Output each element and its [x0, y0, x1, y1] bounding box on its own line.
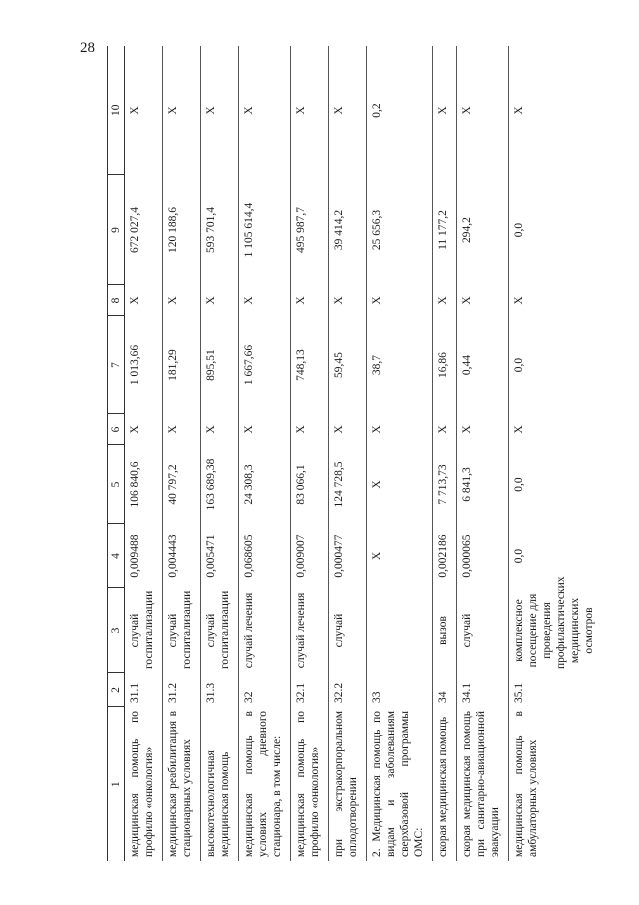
table-cell-c8: X	[433, 285, 457, 316]
table-cell-unit	[367, 588, 433, 673]
table-cell-c10: X	[433, 46, 457, 175]
table-cell-c6: X	[201, 414, 239, 445]
table-cell-c8: X	[201, 285, 239, 316]
table-cell-c6: X	[163, 414, 201, 445]
table-row	[433, 46, 457, 861]
table-cell-c8: X	[163, 285, 201, 316]
table-cell-unit: случай госпитализации	[201, 588, 239, 673]
table-cell-c6: X	[291, 414, 329, 445]
column-header: 7	[108, 316, 125, 414]
table-cell-unit: случай госпитализации	[125, 588, 163, 673]
table-cell-c7: 748,13	[291, 316, 329, 414]
table-cell-code: 33	[367, 673, 433, 707]
table-cell-c6: X	[239, 414, 291, 445]
table-cell-c4: 0,000477	[329, 524, 367, 588]
column-header: 6	[108, 414, 125, 445]
table-cell-code: 32	[239, 673, 291, 707]
table-cell-c4: 0,009007	[291, 524, 329, 588]
table-cell-c5: 124 728,5	[329, 445, 367, 524]
table-cell-c5: 7 713,73	[433, 445, 457, 524]
table-cell-name: медицинская помощь по профилю «онкология»	[291, 707, 329, 861]
table-cell-c5: 6 841,3	[457, 445, 509, 524]
column-header: 8	[108, 285, 125, 316]
table-cell-c7: 895,51	[201, 316, 239, 414]
table-cell-c4: 0,002186	[433, 524, 457, 588]
table-cell-c7: 181,29	[163, 316, 201, 414]
table-cell-c4: 0,000065	[457, 524, 509, 588]
table-cell-unit: случай	[329, 588, 367, 673]
table-cell-name: медицинская помощь в амбулаторных условиях	[513, 711, 540, 857]
table-row	[291, 46, 329, 861]
column-header: 1	[108, 707, 125, 861]
table-cell-c9: 25 656,3	[367, 175, 433, 285]
rotated-table-container	[107, 46, 596, 861]
table-cell-unit: случай лечения	[291, 588, 329, 673]
table-cell-c5: 24 308,3	[239, 445, 291, 524]
table-cell-c7: 1 013,66	[125, 316, 163, 414]
table-cell-c6: X	[367, 414, 433, 445]
table-cell-c10: X	[329, 46, 367, 175]
table-cell-c4: 0,005471	[201, 524, 239, 588]
table-cell-c7: 0,44	[457, 316, 509, 414]
column-header: 4	[108, 524, 125, 588]
table-cell-unit: вызов	[433, 588, 457, 673]
table-cell-c8: X	[125, 285, 163, 316]
table-cell-unit: случай	[457, 588, 509, 673]
table-cell-c6: X	[457, 414, 509, 445]
column-header-row	[108, 46, 125, 861]
table-cell-c4: 0,009488	[125, 524, 163, 588]
table-cell-c9: 11 177,2	[433, 175, 457, 285]
table-cell-c9: 0,0	[513, 222, 526, 238]
table-cell-c8: X	[367, 285, 433, 316]
table-cell-c9: 120 188,6	[163, 175, 201, 285]
table-cell-c6: X	[125, 414, 163, 445]
table-cell-name: медицинская помощь по профилю «онкология»	[125, 707, 163, 861]
table-cell-code: 31.1	[125, 673, 163, 707]
table-cell-c10: X	[201, 46, 239, 175]
table-row	[457, 46, 509, 861]
table-cell-c10: X	[239, 46, 291, 175]
table-cell-c10: 0,2	[367, 46, 433, 175]
table-cell-c5: X	[367, 445, 433, 524]
table-cell-name: медицинская помощь в условиях дневного стационара, в том числе:	[239, 707, 291, 861]
table-cell-name: при экстракорпоральном оплодотворении	[329, 707, 367, 861]
table-cell-c10: X	[513, 106, 526, 115]
column-header: 5	[108, 445, 125, 524]
table-cell-c8: X	[239, 285, 291, 316]
table-cell-c6: X	[433, 414, 457, 445]
table-cell-unit: комплексное посещение для проведения профилактических медицинских осмотров	[513, 576, 596, 669]
table-row	[125, 46, 163, 861]
column-header: 9	[108, 175, 125, 285]
table-cell-c9: 39 414,2	[329, 175, 367, 285]
table-cell-c8: X	[457, 285, 509, 316]
table-cell-c4: 0,004443	[163, 524, 201, 588]
table-cell-c10: X	[125, 46, 163, 175]
table-cell-c5: 163 689,38	[201, 445, 239, 524]
table-cell-c9: 672 027,4	[125, 175, 163, 285]
table-cell-c6: X	[513, 425, 526, 434]
table-cell-name: скорая медицинская помощь	[433, 707, 457, 861]
table-cell-code: 31.3	[201, 673, 239, 707]
table-cell-c5: 40 797,2	[163, 445, 201, 524]
column-header: 2	[108, 673, 125, 707]
table-cell-c10: X	[291, 46, 329, 175]
table-cell-name: 2. Медицинская помощь по видам и заболеваниям сверхбазовой программы ОМС:	[367, 707, 433, 861]
table-cell-c9: 294,2	[457, 175, 509, 285]
page-number: 28	[80, 40, 95, 56]
table-cell-code: 34.1	[457, 673, 509, 707]
data-table	[107, 46, 602, 861]
table-cell-unit: случай лечения	[239, 588, 291, 673]
table-cell-c7: 0,0	[513, 357, 526, 373]
table-row	[367, 46, 433, 861]
table-cell-code: 32.1	[291, 673, 329, 707]
table-cell-code: 31.2	[163, 673, 201, 707]
table-cell-c4: 0,0	[513, 548, 526, 564]
table-cell-c8: X	[329, 285, 367, 316]
column-header: 3	[108, 588, 125, 673]
table-cell-c9: 1 105 614,4	[239, 175, 291, 285]
table-row	[201, 46, 239, 861]
table-cell-c5: 106 840,6	[125, 445, 163, 524]
table-cell-c6: X	[329, 414, 367, 445]
table-cell-c8: X	[513, 296, 526, 305]
table-row	[329, 46, 367, 861]
table-cell-unit: случай госпитализации	[163, 588, 201, 673]
table-cell-name: высокотехнологичная медицинская помощь	[201, 707, 239, 861]
table-cell-c8: X	[291, 285, 329, 316]
table-cell-code: 34	[433, 673, 457, 707]
column-header: 10	[108, 46, 125, 175]
table-cell-c4: X	[367, 524, 433, 588]
table-cell-c7: 59,45	[329, 316, 367, 414]
table-cell-code: 32.2	[329, 673, 367, 707]
table-body	[125, 46, 603, 861]
table-row	[163, 46, 201, 861]
table-cell-c10: X	[457, 46, 509, 175]
table-row	[239, 46, 291, 861]
table-cell-c5: 0,0	[513, 477, 526, 492]
table-cell-c4: 0,068605	[239, 524, 291, 588]
table-cell-c7: 1 667,66	[239, 316, 291, 414]
table-cell-name: скорая медицинская помощь при санитарно-авиационной эвакуации	[457, 707, 509, 861]
table-cell-name: медицинская реабилитация в стационарных условиях	[163, 707, 201, 861]
table-cell-code: 35.1	[513, 682, 526, 703]
table-cell-c9: 593 701,4	[201, 175, 239, 285]
table-row	[509, 46, 603, 861]
table-cell-c7: 16,86	[433, 316, 457, 414]
table-cell-c9: 495 987,7	[291, 175, 329, 285]
table-cell-c7: 38,7	[367, 316, 433, 414]
table-cell-c10: X	[163, 46, 201, 175]
table-cell-c5: 83 066,1	[291, 445, 329, 524]
